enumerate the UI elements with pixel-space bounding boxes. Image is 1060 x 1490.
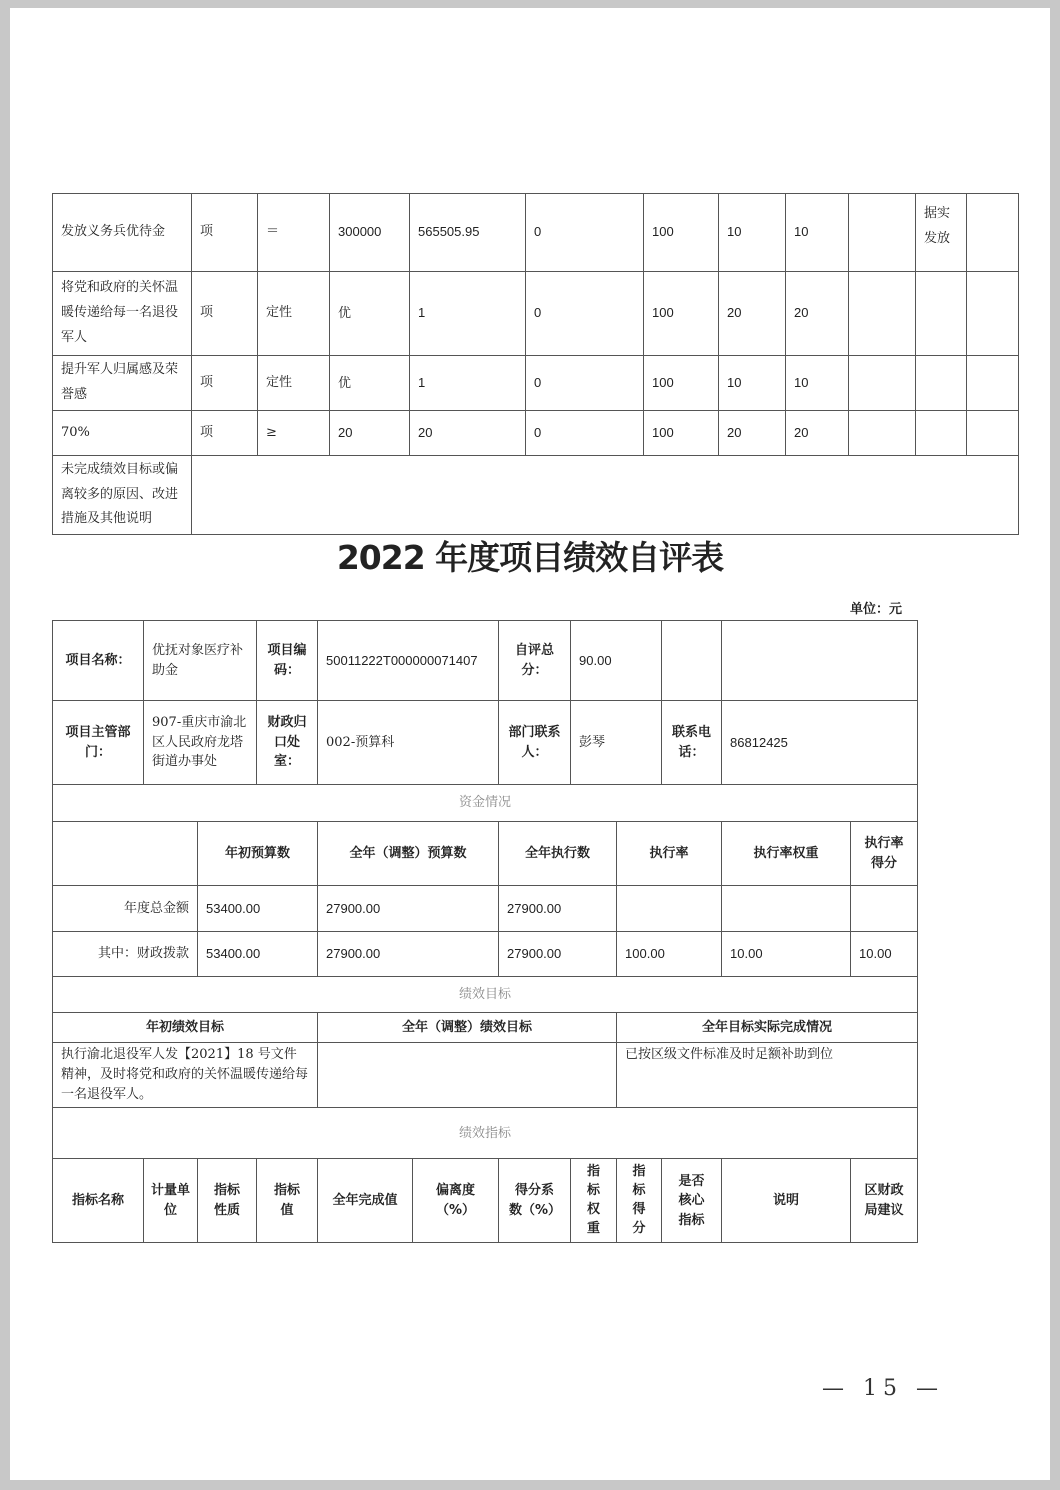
- indicator-name: 70%: [53, 411, 192, 456]
- table-row: [53, 411, 1019, 456]
- indicator-deviation: 0: [526, 356, 644, 411]
- contact-label: 部门联系人：: [499, 701, 571, 785]
- indicator-core: [849, 194, 916, 272]
- indicator-header-nature: 指标性质: [198, 1159, 257, 1243]
- indicator-name: 发放义务兵优待金: [53, 194, 192, 272]
- indicator-value: 优: [330, 272, 410, 356]
- goals-header-actual: 全年目标实际完成情况: [617, 1013, 918, 1043]
- indicator-core: [849, 272, 916, 356]
- indicator-advice: [967, 356, 1019, 411]
- empty-cell: [722, 621, 918, 701]
- indicator-header-core: 是否核心指标: [662, 1159, 722, 1243]
- funds-row-label: 其中：财政拨款: [53, 932, 198, 977]
- indicator-header-advice: 区财政局建议: [851, 1159, 918, 1243]
- funds-weight: 10.00: [722, 932, 851, 977]
- indicator-note: [916, 272, 967, 356]
- indicator-score-rate: 100: [644, 356, 719, 411]
- indicator-unit: 项: [192, 194, 258, 272]
- indicator-weight: 20: [719, 272, 786, 356]
- indicator-operator: 定性: [258, 272, 330, 356]
- indicator-operator: 定性: [258, 356, 330, 411]
- self-evaluation-table: [52, 620, 918, 1243]
- indicator-header-note: 说明: [722, 1159, 851, 1243]
- goals-header-adjusted: 全年（调整）绩效目标: [318, 1013, 617, 1043]
- footer-value: [192, 456, 1019, 535]
- table-row: [53, 194, 1019, 272]
- goals-adjusted: [318, 1043, 617, 1108]
- table-row: [53, 356, 1019, 411]
- empty-cell: [662, 621, 722, 701]
- indicator-completed: 1: [410, 272, 526, 356]
- indicator-core: [849, 411, 916, 456]
- indicator-operator: ＝: [258, 194, 330, 272]
- indicator-value: 20: [330, 411, 410, 456]
- indicator-name: 将党和政府的关怀温暖传递给每一名退役军人: [53, 272, 192, 356]
- indicator-header-value: 指标值: [257, 1159, 318, 1243]
- footer-label: 未完成绩效目标或偏离较多的原因、改进措施及其他说明: [53, 456, 192, 535]
- indicator-value: 优: [330, 356, 410, 411]
- funds-header-initial: 年初预算数: [198, 822, 318, 886]
- indicator-note: 据实发放: [916, 194, 967, 272]
- indicator-score-rate: 100: [644, 411, 719, 456]
- indicator-value: 300000: [330, 194, 410, 272]
- dept-label: 项目主管部门：: [53, 701, 144, 785]
- indicator-header-completed: 全年完成值: [318, 1159, 413, 1243]
- indicator-header-score: 指标得分: [617, 1159, 662, 1243]
- page-number: — 15 —: [822, 1376, 944, 1401]
- funds-score: [851, 886, 918, 932]
- indicator-name: 提升军人归属感及荣誉感: [53, 356, 192, 411]
- indicator-score: 10: [786, 194, 849, 272]
- funds-adjusted: 27900.00: [318, 932, 499, 977]
- indicator-core: [849, 356, 916, 411]
- funds-section-header: 资金情况: [53, 785, 918, 822]
- indicator-score-rate: 100: [644, 194, 719, 272]
- indicator-header-coefficient: 得分系数（%）: [499, 1159, 571, 1243]
- funds-initial: 53400.00: [198, 932, 318, 977]
- indicator-note: [916, 356, 967, 411]
- office-value: 002-预算科: [318, 701, 499, 785]
- phone-value: 86812425: [722, 701, 918, 785]
- indicator-score: 10: [786, 356, 849, 411]
- indicator-unit: 项: [192, 356, 258, 411]
- funds-rate: 100.00: [617, 932, 722, 977]
- project-code-label: 项目编码：: [257, 621, 318, 701]
- indicator-score: 20: [786, 272, 849, 356]
- indicator-score: 20: [786, 411, 849, 456]
- indicator-score-rate: 100: [644, 272, 719, 356]
- indicator-header-unit: 计量单位: [144, 1159, 198, 1243]
- empty-cell: [53, 822, 198, 886]
- indicator-completed: 20: [410, 411, 526, 456]
- indicator-header-name: 指标名称: [53, 1159, 144, 1243]
- funds-adjusted: 27900.00: [318, 886, 499, 932]
- total-score: 90.00: [571, 621, 662, 701]
- indicator-weight: 10: [719, 194, 786, 272]
- indicator-unit: 项: [192, 272, 258, 356]
- contact-value: 彭琴: [571, 701, 662, 785]
- funds-header-rate: 执行率: [617, 822, 722, 886]
- indicator-operator: ≥: [258, 411, 330, 456]
- office-label: 财政归口处室：: [257, 701, 318, 785]
- indicator-note: [916, 411, 967, 456]
- goals-header-initial: 年初绩效目标: [53, 1013, 318, 1043]
- indicator-deviation: 0: [526, 194, 644, 272]
- indicators-section-header: 绩效指标: [53, 1108, 918, 1159]
- funds-header-score: 执行率得分: [851, 822, 918, 886]
- unit-label: 单位：元: [850, 602, 903, 617]
- indicator-header-deviation: 偏离度（%）: [413, 1159, 499, 1243]
- funds-weight: [722, 886, 851, 932]
- funds-header-executed: 全年执行数: [499, 822, 617, 886]
- indicator-continuation-table: [52, 193, 1019, 535]
- indicator-completed: 565505.95: [410, 194, 526, 272]
- funds-initial: 53400.00: [198, 886, 318, 932]
- phone-label: 联系电话：: [662, 701, 722, 785]
- funds-rate: [617, 886, 722, 932]
- project-name-label: 项目名称：: [53, 621, 144, 701]
- indicator-weight: 10: [719, 356, 786, 411]
- goals-initial: 执行渝北退役军人发【2021】18 号文件精神，及时将党和政府的关怀温暖传递给每一名退役军人。: [53, 1043, 318, 1108]
- indicator-advice: [967, 272, 1019, 356]
- goals-actual: 已按区级文件标准及时足额补助到位: [617, 1043, 918, 1108]
- project-code: 50011222T000000071407: [318, 621, 499, 701]
- funds-executed: 27900.00: [499, 886, 617, 932]
- score-label: 自评总分：: [499, 621, 571, 701]
- funds-header-weight: 执行率权重: [722, 822, 851, 886]
- table-row: [53, 272, 1019, 356]
- project-name: 优抚对象医疗补助金: [144, 621, 257, 701]
- funds-score: 10.00: [851, 932, 918, 977]
- funds-row-label: 年度总金额: [53, 886, 198, 932]
- indicator-advice: [967, 194, 1019, 272]
- page-title: 2022 年度项目绩效自评表: [336, 538, 724, 577]
- dept-value: 907-重庆市渝北区人民政府龙塔街道办事处: [144, 701, 257, 785]
- indicator-deviation: 0: [526, 272, 644, 356]
- indicator-deviation: 0: [526, 411, 644, 456]
- funds-header-adjusted: 全年（调整）预算数: [318, 822, 499, 886]
- funds-executed: 27900.00: [499, 932, 617, 977]
- indicator-completed: 1: [410, 356, 526, 411]
- indicator-weight: 20: [719, 411, 786, 456]
- indicator-header-weight: 指标权重: [571, 1159, 617, 1243]
- indicator-advice: [967, 411, 1019, 456]
- goals-section-header: 绩效目标: [53, 977, 918, 1013]
- indicator-unit: 项: [192, 411, 258, 456]
